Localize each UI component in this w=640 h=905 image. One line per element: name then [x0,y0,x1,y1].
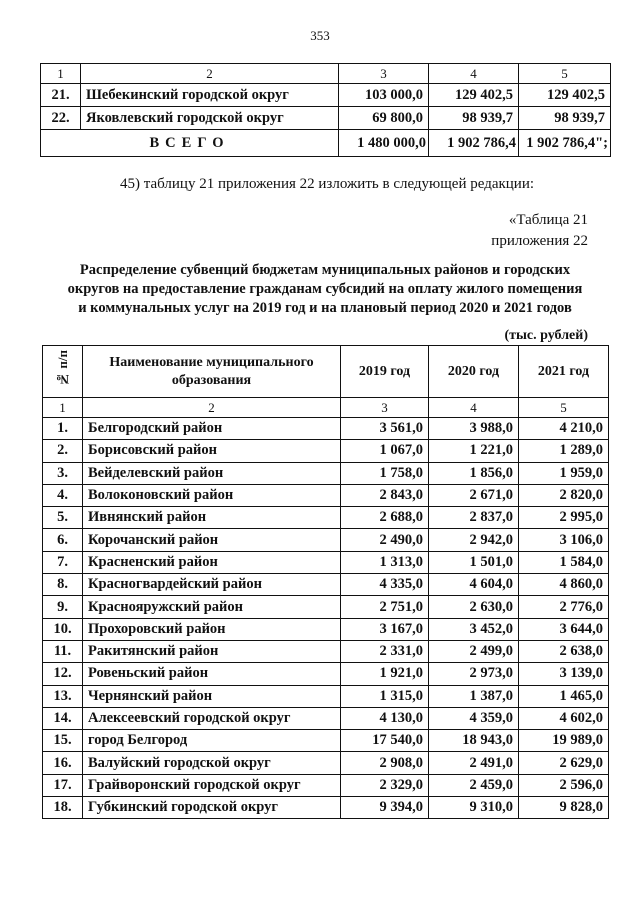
main-table [42,345,609,819]
value-2021: 1 584,0 [519,551,609,573]
value-2021: 4 860,0 [519,574,609,596]
title-line1: Распределение субвенций бюджетам муниципальных районов и городских [79,262,571,278]
value-2020: 1 856,0 [429,462,519,484]
table-row [43,797,609,819]
value-2019: 1 758,0 [341,462,429,484]
header-2020: 2020 год [429,346,519,398]
value-2019: 69 800,0 [339,107,429,130]
value-2019: 2 490,0 [341,529,429,551]
value-2019: 3 167,0 [341,618,429,640]
column-number: 1 [41,64,81,84]
value-2020: 2 499,0 [429,640,519,662]
row-number: 7. [43,551,83,573]
value-2019: 4 130,0 [341,707,429,729]
value-2021: 98 939,7 [519,107,611,130]
row-number: 9. [43,596,83,618]
row-name: город Белгород [83,730,341,752]
total-label: ВСЕГО [41,130,339,157]
table-row [41,107,611,130]
column-number: 4 [429,398,519,418]
table-row [43,418,609,440]
row-name: Прохоровский район [83,618,341,640]
row-number: 6. [43,529,83,551]
value-2019: 4 335,0 [341,574,429,596]
row-name: Валуйский городской округ [83,752,341,774]
table-row [43,507,609,529]
header-name-line2: образования [171,372,252,388]
row-name: Борисовский район [83,440,341,462]
row-number: 11. [43,640,83,662]
total-row [41,130,611,157]
row-number: 5. [43,507,83,529]
value-2021: 3 139,0 [519,663,609,685]
table-row [43,685,609,707]
top-table-body [41,64,611,84]
row-number: 13. [43,685,83,707]
header-name-line1: Наименование муниципального [109,354,314,370]
column-number: 3 [341,398,429,418]
table-row [43,707,609,729]
value-2020: 4 359,0 [429,707,519,729]
value-2020: 1 501,0 [429,551,519,573]
column-number-row [43,398,609,418]
value-2020: 4 604,0 [429,574,519,596]
table-caption-line2: приложения 22 [491,233,588,249]
value-2021: 2 596,0 [519,774,609,796]
row-name: Корочанский район [83,529,341,551]
value-2021: 1 289,0 [519,440,609,462]
value-2019: 1 921,0 [341,663,429,685]
column-number: 5 [519,64,611,84]
column-number: 4 [429,64,519,84]
row-name: Грайворонский городской округ [83,774,341,796]
column-number: 1 [43,398,83,418]
value-2020: 1 221,0 [429,440,519,462]
value-2020: 2 491,0 [429,752,519,774]
instruction-text: 45) таблицу 21 приложения 22 изложить в следующей редакции: [120,176,535,192]
row-number: 8. [43,574,83,596]
row-name: Ровеньский район [83,663,341,685]
value-2019: 2 843,0 [341,484,429,506]
table-caption [491,210,588,252]
table-row [43,529,609,551]
value-2020: 18 943,0 [429,730,519,752]
table-row [43,663,609,685]
value-2020: 129 402,5 [429,84,519,107]
value-2020: 2 973,0 [429,663,519,685]
value-2020: 2 942,0 [429,529,519,551]
row-name: Красногвардейский район [83,574,341,596]
row-name: Губкинский городской округ [83,797,341,819]
value-2021: 2 776,0 [519,596,609,618]
table-row [43,440,609,462]
row-name: Яковлевский городской округ [81,107,339,130]
value-2021: 3 644,0 [519,618,609,640]
row-number: 14. [43,707,83,729]
row-name: Шебекинский городской округ [81,84,339,107]
header-num [43,346,83,398]
main-table-head [43,346,609,418]
table-row [41,84,611,107]
row-name: Красненский район [83,551,341,573]
value-2021: 2 995,0 [519,507,609,529]
value-2019: 1 313,0 [341,551,429,573]
column-number: 2 [81,64,339,84]
value-2020: 2 837,0 [429,507,519,529]
total-2021: 1 902 786,4"; [519,130,611,157]
value-2021: 2 820,0 [519,484,609,506]
value-2020: 2 671,0 [429,484,519,506]
value-2020: 9 310,0 [429,797,519,819]
row-number: 21. [41,84,81,107]
value-2021: 1 959,0 [519,462,609,484]
row-name: Краснояружский район [83,596,341,618]
table-row [43,730,609,752]
header-2019: 2019 год [341,346,429,398]
units-label: (тыс. рублей) [504,328,588,343]
table-row [43,484,609,506]
total-2019: 1 480 000,0 [339,130,429,157]
title-line2: округов на предоставление гражданам субсидий на оплату жилого помещения [67,281,583,297]
row-name: Волоконовский район [83,484,341,506]
column-number: 2 [83,398,341,418]
value-2019: 3 561,0 [341,418,429,440]
value-2019: 2 331,0 [341,640,429,662]
column-number: 5 [519,398,609,418]
row-name: Ивнянский район [83,507,341,529]
value-2021: 4 210,0 [519,418,609,440]
row-number: 22. [41,107,81,130]
header-2021: 2021 год [519,346,609,398]
row-number: 15. [43,730,83,752]
top-table-total [41,130,611,157]
value-2019: 2 688,0 [341,507,429,529]
row-name: Алексеевский городской округ [83,707,341,729]
value-2021: 9 828,0 [519,797,609,819]
row-number: 4. [43,484,83,506]
header-row [43,346,609,398]
value-2019: 1 315,0 [341,685,429,707]
table-row [43,752,609,774]
page-number: 353 [310,28,330,43]
value-2019: 103 000,0 [339,84,429,107]
value-2020: 1 387,0 [429,685,519,707]
row-number: 17. [43,774,83,796]
value-2020: 2 459,0 [429,774,519,796]
row-name: Белгородский район [83,418,341,440]
table-row [43,640,609,662]
row-number: 12. [43,663,83,685]
top-table [40,63,611,157]
value-2019: 2 751,0 [341,596,429,618]
table-row [43,774,609,796]
row-number: 10. [43,618,83,640]
row-number: 3. [43,462,83,484]
value-2020: 3 452,0 [429,618,519,640]
value-2019: 2 329,0 [341,774,429,796]
value-2021: 129 402,5 [519,84,611,107]
value-2019: 2 908,0 [341,752,429,774]
table-row [43,596,609,618]
row-number: 18. [43,797,83,819]
value-2019: 9 394,0 [341,797,429,819]
column-number: 3 [339,64,429,84]
value-2019: 17 540,0 [341,730,429,752]
row-number: 16. [43,752,83,774]
row-name: Ракитянский район [83,640,341,662]
row-name: Чернянский район [83,685,341,707]
value-2021: 1 465,0 [519,685,609,707]
column-number-row [41,64,611,84]
row-number: 2. [43,440,83,462]
table-caption-line1: «Таблица 21 [508,212,588,228]
value-2021: 4 602,0 [519,707,609,729]
document-title [40,261,610,318]
table-row [43,462,609,484]
value-2020: 2 630,0 [429,596,519,618]
table-row [43,618,609,640]
title-line3: и коммунальных услуг на 2019 год и на плановый период 2020 и 2021 годов [78,300,572,316]
header-num-text: № п/п [54,350,70,387]
table-row [43,551,609,573]
table-row [43,574,609,596]
row-name: Вейделевский район [83,462,341,484]
total-2020: 1 902 786,4 [429,130,519,157]
value-2021: 19 989,0 [519,730,609,752]
value-2020: 3 988,0 [429,418,519,440]
main-table-rows [43,418,609,819]
value-2021: 3 106,0 [519,529,609,551]
header-name [83,346,341,398]
value-2021: 2 638,0 [519,640,609,662]
value-2021: 2 629,0 [519,752,609,774]
value-2020: 98 939,7 [429,107,519,130]
row-number: 1. [43,418,83,440]
top-table-rows [41,84,611,130]
value-2019: 1 067,0 [341,440,429,462]
